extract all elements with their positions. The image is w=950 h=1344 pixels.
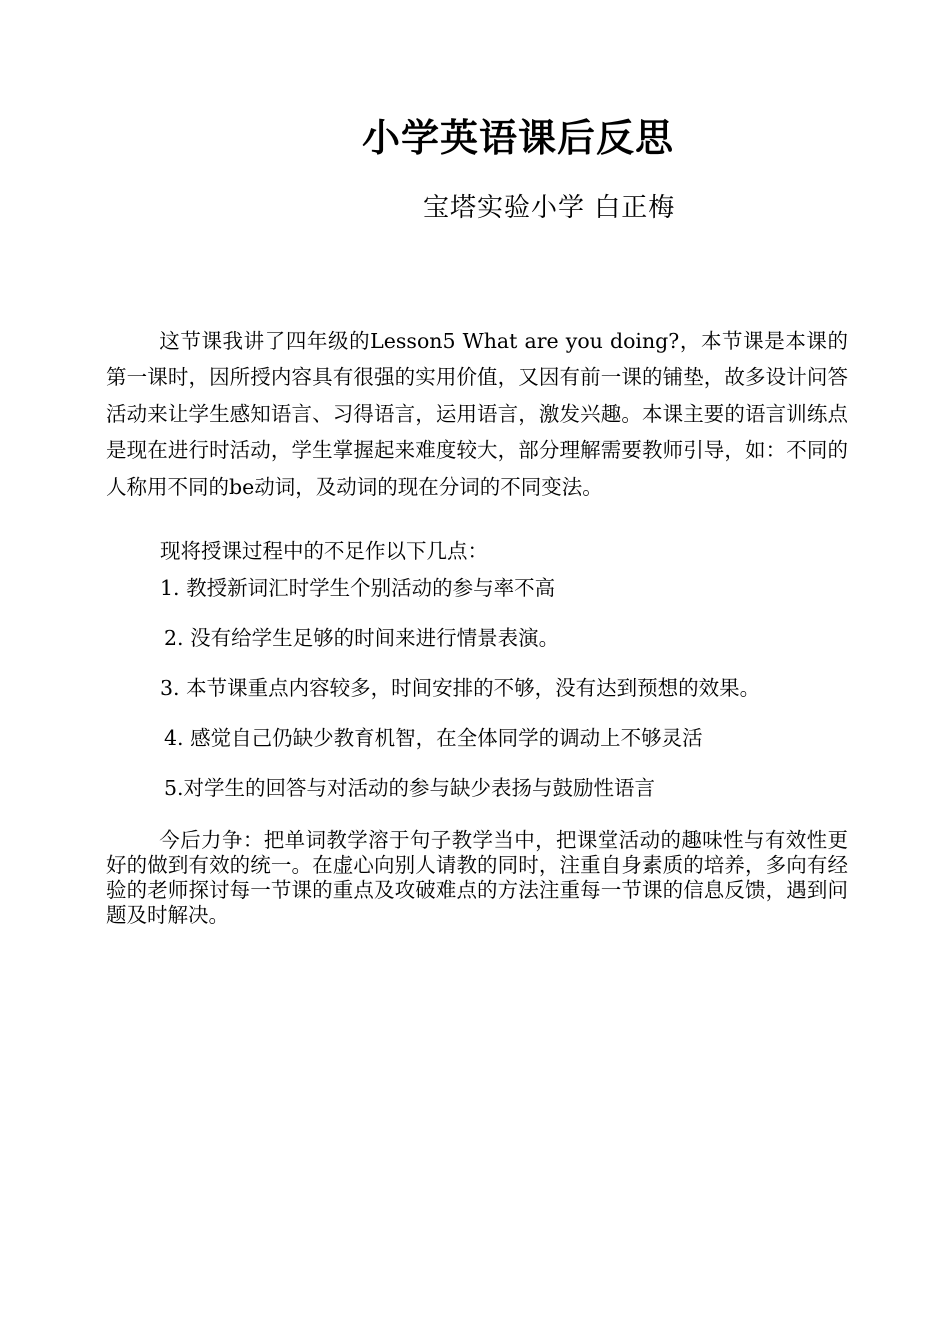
list-item: 5.对学生的回答与对活动的参与缺少表扬与鼓励性语言 bbox=[164, 776, 656, 800]
shortcomings-intro: 现将授课过程中的不足作以下几点： bbox=[160, 539, 488, 563]
document-title: 小学英语课后反思 bbox=[361, 115, 674, 160]
paragraph-future-plan: 今后力争：把单词教学溶于句子教学当中，把课堂活动的趣味性与有效性更好的做到有效的统一。在虚心向别人请教的同时，注重自身素质的培养，多向有经验的老师探讨每一节课的重点及攻破难点的方法注重每一节课的信息反馈，遇到问题及时解决。 bbox=[106, 828, 848, 927]
list-item: 4. 感觉自己仍缺少教育机智，在全体同学的调动上不够灵活 bbox=[164, 726, 703, 750]
paragraph-lesson-summary: 这节课我讲了四年级的Lesson5 What are you doing?，本节课是本课的第一课时，因所授内容具有很强的实用价值，又因有前一课的铺垫，故多设计问答活动来让学生感知语言、习得语言，运用语言，激发兴趣。本课主要的语言训练点是现在进行时活动，学生掌握起来难度较大，部分理解需要教师引导，如：不同的人称用不同的be动词，及动词的现在分词的不同变法。 bbox=[106, 329, 848, 499]
list-item: 1. 教授新词汇时学生个别活动的参与率不高 bbox=[160, 576, 556, 600]
list-item: 3. 本节课重点内容较多，时间安排的不够，没有达到预想的效果。 bbox=[160, 676, 761, 700]
list-item: 2. 没有给学生足够的时间来进行情景表演。 bbox=[164, 626, 560, 650]
document-author: 宝塔实验小学 白正梅 bbox=[423, 193, 676, 223]
